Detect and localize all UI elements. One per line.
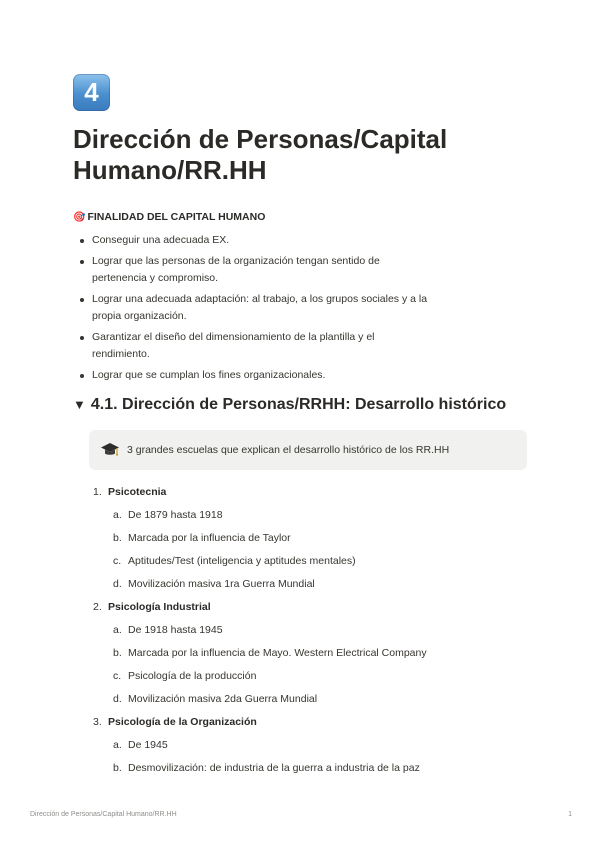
list-item: Garantizar el diseño del dimensionamiento de la plantilla y el rendimiento. [73, 329, 433, 363]
list-item [89, 714, 549, 777]
list-item [108, 760, 549, 777]
list-marker: 2. [93, 601, 102, 613]
list-item [108, 668, 549, 685]
list-item-text: Movilización masiva 2da Guerra Mundial [128, 693, 318, 705]
section-heading-text: 4.1. Dirección de Personas/RRHH: Desarrollo histórico [90, 396, 507, 413]
list-item-text: Desmovilización: de industria de la guerra a industria de la paz [128, 762, 420, 774]
list-item [89, 484, 549, 593]
list-item-text: De 1879 hasta 1918 [128, 509, 223, 521]
list-marker: 3. [93, 716, 102, 728]
list-item [108, 622, 549, 639]
list-marker: b. [113, 647, 122, 659]
callout-text: 3 grandes escuelas que explican el desarrollo histórico de los RR.HH [127, 444, 450, 456]
school-title: Psicología Industrial [108, 601, 211, 613]
list-marker: d. [113, 578, 122, 590]
list-marker: b. [113, 532, 122, 544]
graduation-cap-icon [100, 440, 120, 460]
list-item-text: De 1945 [128, 739, 168, 751]
number-badge: 4 [73, 74, 110, 111]
list-item: Lograr una adecuada adaptación: al trabajo, a los grupos sociales y a la propia organización. [73, 291, 433, 325]
list-marker: d. [113, 693, 122, 705]
finalidad-list [73, 232, 433, 388]
footer-doc-title: Dirección de Personas/Capital Humano/RR.HH [30, 811, 177, 818]
schools-list [89, 484, 549, 783]
school-title: Psicotecnia [108, 486, 167, 498]
list-item: Lograr que las personas de la organización tengan sentido de pertenencia y compromiso. [73, 253, 433, 287]
list-item [89, 599, 549, 708]
list-marker: 1. [93, 486, 102, 498]
list-item-text: Psicología de la producción [128, 670, 257, 682]
list-marker: c. [113, 555, 122, 567]
list-item [108, 691, 549, 708]
list-marker: a. [113, 624, 122, 636]
list-item [108, 576, 549, 593]
footer-page-number: 1 [568, 811, 572, 818]
list-item-text: Marcada por la influencia de Taylor [128, 532, 291, 544]
list-item [108, 507, 549, 524]
list-item: Conseguir una adecuada EX. [73, 232, 433, 249]
list-item [108, 645, 549, 662]
list-item [108, 530, 549, 547]
list-marker: b. [113, 762, 122, 774]
list-item-text: Aptitudes/Test (inteligencia y aptitudes mentales) [128, 555, 356, 567]
list-item [108, 553, 549, 570]
list-item-text: Marcada por la influencia de Mayo. Western Electrical Company [128, 647, 427, 659]
list-marker: a. [113, 509, 122, 521]
list-item-text: De 1918 hasta 1945 [128, 624, 223, 636]
page-title: Dirección de Personas/Capital Humano/RR.HH [73, 124, 448, 185]
list-marker: a. [113, 739, 122, 751]
list-item: Lograr que se cumplan los fines organizacionales. [73, 367, 433, 384]
list-item [108, 737, 549, 754]
callout [89, 430, 527, 470]
finalidad-label [73, 211, 265, 223]
toggle-arrow-icon[interactable]: ▼ [73, 397, 86, 412]
finalidad-label-text: FINALIDAD DEL CAPITAL HUMANO [87, 211, 266, 223]
target-dart-icon: 🎯 [73, 212, 86, 223]
list-marker: c. [113, 670, 122, 682]
toggle-heading[interactable] [73, 396, 506, 414]
school-title: Psicología de la Organización [108, 716, 257, 728]
list-item-text: Movilización masiva 1ra Guerra Mundial [128, 578, 315, 590]
